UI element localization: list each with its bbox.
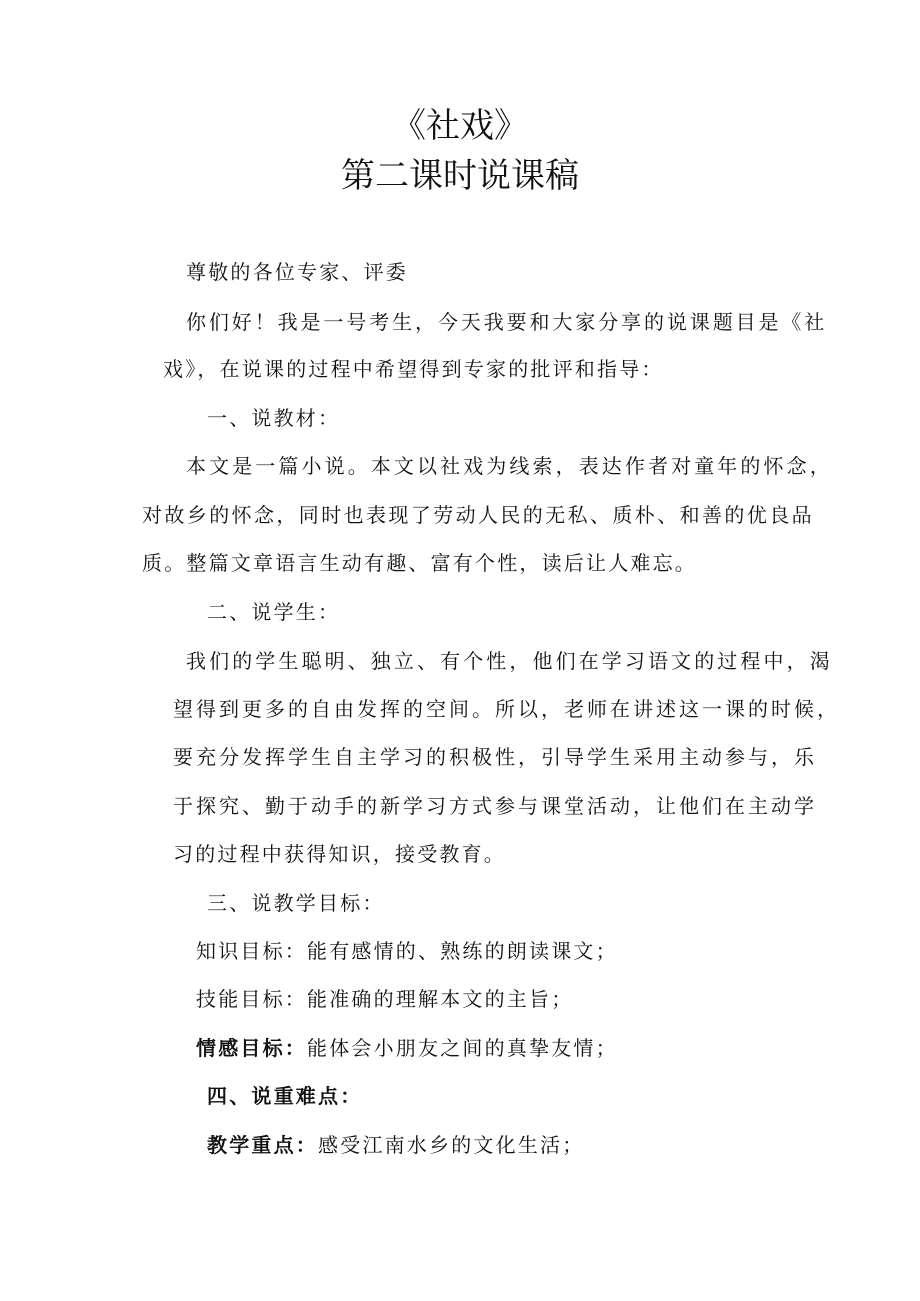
section-1-heading: 一、说教材： (207, 406, 341, 430)
section-1-line-3: 质。整篇文章语言生动有趣、富有个性，读后让人难忘。 (142, 551, 697, 575)
intro-line-1: 你们好！我是一号考生，今天我要和大家分享的说课题目是《社 (186, 310, 828, 334)
document-title: 《社戏》 (392, 106, 528, 146)
goal-knowledge-text: 能有感情的、熟练的朗读课文； (307, 939, 618, 963)
goal-knowledge (196, 937, 618, 965)
section-2-heading: 二、说学生： (207, 600, 341, 624)
section-2-line-1: 我们的学生聪明、独立、有个性，他们在学习语文的过程中，渴 (186, 649, 833, 673)
section-2-line-5: 习的过程中获得知识，接受教育。 (173, 842, 506, 866)
goal-emotion (196, 1034, 618, 1062)
section-1-line-1: 本文是一篇小说。本文以社戏为线索，表达作者对童年的怀念， (186, 454, 833, 478)
section-4-heading: 四、说重难点： (207, 1084, 363, 1108)
section-2-line-4: 于探究、勤于动手的新学习方式参与课堂活动，让他们在主动学 (173, 794, 817, 818)
goal-knowledge-label: 知识目标： (196, 939, 307, 963)
teaching-focus-label: 教学重点： (207, 1133, 318, 1157)
teaching-focus-text: 感受江南水乡的文化生活； (318, 1133, 585, 1157)
intro-line-2: 戏》，在说课的过程中希望得到专家的批评和指导： (163, 357, 664, 381)
teaching-focus (207, 1131, 584, 1159)
goal-emotion-text: 能体会小朋友之间的真挚友情； (307, 1036, 618, 1060)
goal-skill-label: 技能目标： (196, 987, 307, 1011)
goal-skill-text: 能准确的理解本文的主旨； (307, 987, 574, 1011)
section-3-heading: 三、说教学目标： (207, 891, 385, 915)
goal-emotion-label: 情感目标： (196, 1036, 307, 1060)
salutation: 尊敬的各位专家、评委 (186, 260, 408, 284)
document-subtitle: 第二课时说课稿 (341, 156, 579, 196)
section-1-line-2: 对故乡的怀念，同时也表现了劳动人民的无私、质朴、和善的优良品 (142, 503, 814, 527)
section-2-line-3: 要充分发挥学生自主学习的积极性，引导学生采用主动参与，乐 (173, 745, 817, 769)
goal-skill (196, 985, 573, 1013)
section-2-line-2: 望得到更多的自由发挥的空间。所以，老师在讲述这一课的时候， (173, 697, 840, 721)
